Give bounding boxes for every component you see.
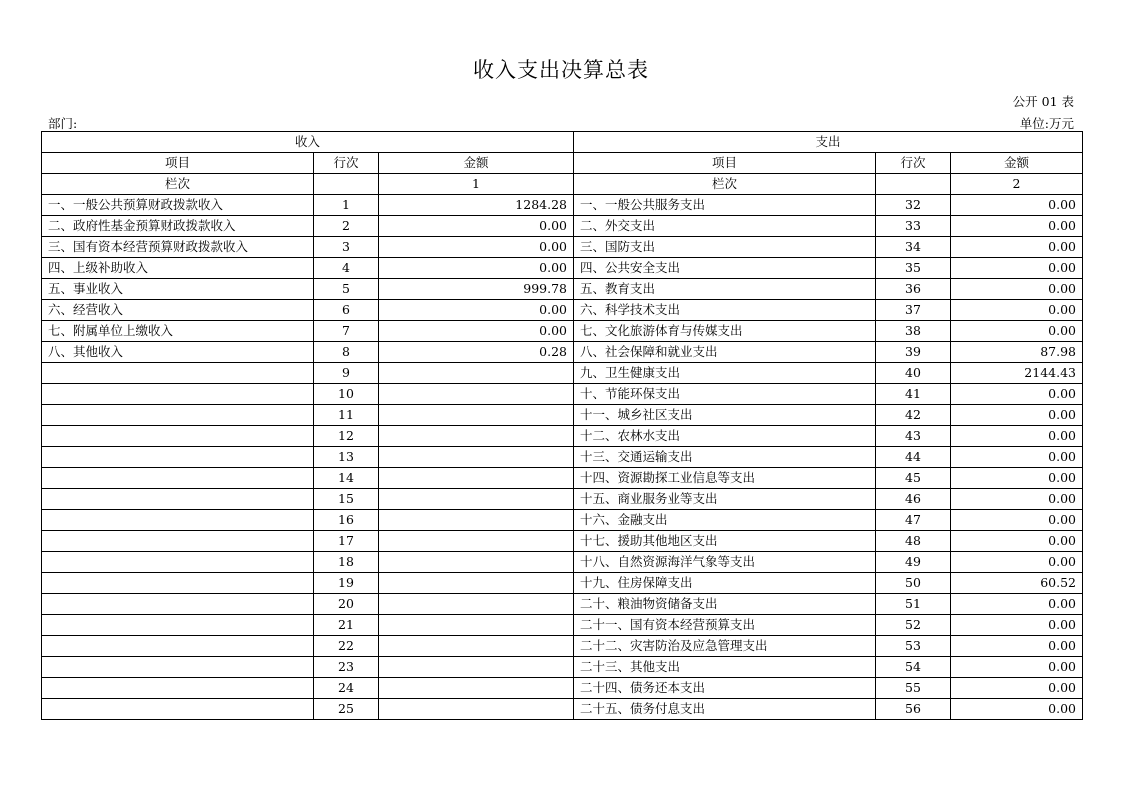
expense-item-cell: 二十二、灾害防治及应急管理支出 (574, 636, 876, 657)
expense-amount-cell: 0.00 (951, 594, 1083, 615)
expense-amount-cell: 0.00 (951, 531, 1083, 552)
department-label: 部门: (48, 116, 78, 131)
expense-item-cell: 七、文化旅游体育与传媒支出 (574, 321, 876, 342)
expense-item-cell: 二、外交支出 (574, 216, 876, 237)
income-expense-table (41, 131, 1083, 720)
income-item-cell: 六、经营收入 (42, 300, 314, 321)
expense-item-header: 项目 (574, 153, 876, 174)
table-row (42, 405, 1083, 426)
expense-item-cell: 十四、资源勘探工业信息等支出 (574, 468, 876, 489)
expense-amount-cell: 0.00 (951, 426, 1083, 447)
income-item-cell: 五、事业收入 (42, 279, 314, 300)
income-column-label: 栏次 (42, 174, 314, 195)
income-item-cell (42, 636, 314, 657)
table-row (42, 678, 1083, 699)
table-row (42, 300, 1083, 321)
income-item-cell (42, 615, 314, 636)
income-rowno-cell: 21 (314, 615, 379, 636)
expense-item-cell: 三、国防支出 (574, 237, 876, 258)
income-rowno-cell: 19 (314, 573, 379, 594)
expense-item-cell: 四、公共安全支出 (574, 258, 876, 279)
income-item-cell (42, 384, 314, 405)
header-columns-row (42, 153, 1083, 174)
expense-item-cell: 九、卫生健康支出 (574, 363, 876, 384)
income-rowno-cell: 12 (314, 426, 379, 447)
expense-item-cell: 十五、商业服务业等支出 (574, 489, 876, 510)
expense-rowno-cell: 43 (876, 426, 951, 447)
income-amount-cell (379, 384, 574, 405)
income-header: 收入 (42, 132, 574, 153)
table-row (42, 552, 1083, 573)
income-amount-cell: 999.78 (379, 279, 574, 300)
table-row (42, 363, 1083, 384)
expense-amount-cell: 60.52 (951, 573, 1083, 594)
expense-rowno-cell: 49 (876, 552, 951, 573)
income-rowno-cell: 24 (314, 678, 379, 699)
expense-rowno-cell: 38 (876, 321, 951, 342)
expense-amount-cell: 0.00 (951, 384, 1083, 405)
expense-rowno-cell: 47 (876, 510, 951, 531)
table-row (42, 195, 1083, 216)
income-amount-cell (379, 699, 574, 720)
table-row (42, 636, 1083, 657)
expense-column-blank (876, 174, 951, 195)
income-item-cell (42, 699, 314, 720)
expense-amount-cell: 0.00 (951, 468, 1083, 489)
table-row (42, 321, 1083, 342)
income-item-cell: 四、上级补助收入 (42, 258, 314, 279)
table-row (42, 531, 1083, 552)
table-row (42, 426, 1083, 447)
income-rowno-cell: 23 (314, 657, 379, 678)
expense-rowno-cell: 37 (876, 300, 951, 321)
income-rowno-cell: 17 (314, 531, 379, 552)
income-rowno-cell: 25 (314, 699, 379, 720)
expense-rowno-cell: 56 (876, 699, 951, 720)
income-amount-cell (379, 594, 574, 615)
table-row (42, 615, 1083, 636)
expense-item-cell: 二十四、债务还本支出 (574, 678, 876, 699)
income-item-cell: 二、政府性基金预算财政拨款收入 (42, 216, 314, 237)
income-rowno-cell: 1 (314, 195, 379, 216)
table-row (42, 384, 1083, 405)
expense-amount-cell: 0.00 (951, 321, 1083, 342)
income-column-number: 1 (379, 174, 574, 195)
expense-rowno-cell: 34 (876, 237, 951, 258)
expense-item-cell: 十一、城乡社区支出 (574, 405, 876, 426)
income-rowno-header: 行次 (314, 153, 379, 174)
income-item-cell (42, 468, 314, 489)
expense-amount-cell: 0.00 (951, 216, 1083, 237)
income-rowno-cell: 10 (314, 384, 379, 405)
income-amount-cell (379, 552, 574, 573)
expense-rowno-cell: 46 (876, 489, 951, 510)
expense-amount-cell: 0.00 (951, 489, 1083, 510)
table-row (42, 216, 1083, 237)
expense-rowno-cell: 52 (876, 615, 951, 636)
expense-amount-cell: 0.00 (951, 405, 1083, 426)
income-item-cell: 三、国有资本经营预算财政拨款收入 (42, 237, 314, 258)
expense-rowno-cell: 32 (876, 195, 951, 216)
expense-rowno-cell: 36 (876, 279, 951, 300)
expense-rowno-cell: 45 (876, 468, 951, 489)
income-item-cell (42, 531, 314, 552)
expense-amount-cell: 0.00 (951, 615, 1083, 636)
expense-amount-cell: 0.00 (951, 237, 1083, 258)
income-item-cell (42, 678, 314, 699)
expense-amount-cell: 0.00 (951, 636, 1083, 657)
income-amount-cell: 0.00 (379, 258, 574, 279)
income-item-cell: 八、其他收入 (42, 342, 314, 363)
income-rowno-cell: 15 (314, 489, 379, 510)
expense-item-cell: 十六、金融支出 (574, 510, 876, 531)
income-amount-cell (379, 510, 574, 531)
income-amount-cell (379, 405, 574, 426)
expense-item-cell: 十三、交通运输支出 (574, 447, 876, 468)
expense-column-number: 2 (951, 174, 1083, 195)
table-row (42, 657, 1083, 678)
income-item-cell: 一、一般公共预算财政拨款收入 (42, 195, 314, 216)
expense-item-cell: 二十五、债务付息支出 (574, 699, 876, 720)
income-item-cell (42, 363, 314, 384)
table-row (42, 342, 1083, 363)
income-amount-cell (379, 363, 574, 384)
expense-item-cell: 五、教育支出 (574, 279, 876, 300)
expense-rowno-header: 行次 (876, 153, 951, 174)
expense-rowno-cell: 40 (876, 363, 951, 384)
income-rowno-cell: 8 (314, 342, 379, 363)
income-item-cell (42, 510, 314, 531)
income-amount-cell (379, 678, 574, 699)
income-amount-cell (379, 636, 574, 657)
income-amount-cell: 0.00 (379, 216, 574, 237)
income-item-cell (42, 489, 314, 510)
expense-item-cell: 八、社会保障和就业支出 (574, 342, 876, 363)
expense-header: 支出 (574, 132, 1083, 153)
table-row (42, 594, 1083, 615)
income-item-cell: 七、附属单位上缴收入 (42, 321, 314, 342)
table-row (42, 510, 1083, 531)
expense-rowno-cell: 33 (876, 216, 951, 237)
expense-item-cell: 十二、农林水支出 (574, 426, 876, 447)
expense-rowno-cell: 35 (876, 258, 951, 279)
expense-rowno-cell: 42 (876, 405, 951, 426)
expense-amount-cell: 0.00 (951, 300, 1083, 321)
expense-amount-cell: 2144.43 (951, 363, 1083, 384)
income-amount-cell: 0.28 (379, 342, 574, 363)
expense-amount-cell: 0.00 (951, 699, 1083, 720)
income-rowno-cell: 13 (314, 447, 379, 468)
income-amount-cell (379, 657, 574, 678)
expense-rowno-cell: 44 (876, 447, 951, 468)
income-amount-cell (379, 468, 574, 489)
expense-item-cell: 二十一、国有资本经营预算支出 (574, 615, 876, 636)
income-rowno-cell: 11 (314, 405, 379, 426)
expense-amount-cell: 0.00 (951, 657, 1083, 678)
table-row (42, 237, 1083, 258)
expense-item-cell: 六、科学技术支出 (574, 300, 876, 321)
income-item-cell (42, 573, 314, 594)
income-rowno-cell: 16 (314, 510, 379, 531)
table-row (42, 489, 1083, 510)
income-item-cell (42, 447, 314, 468)
expense-item-cell: 一、一般公共服务支出 (574, 195, 876, 216)
table-row (42, 699, 1083, 720)
expense-amount-cell: 0.00 (951, 678, 1083, 699)
income-rowno-cell: 14 (314, 468, 379, 489)
expense-rowno-cell: 48 (876, 531, 951, 552)
expense-item-cell: 十、节能环保支出 (574, 384, 876, 405)
expense-rowno-cell: 55 (876, 678, 951, 699)
expense-amount-cell: 87.98 (951, 342, 1083, 363)
header-section-row (42, 132, 1083, 153)
income-rowno-cell: 2 (314, 216, 379, 237)
report-title: 收入支出决算总表 (473, 58, 649, 82)
income-item-cell (42, 552, 314, 573)
table-row (42, 258, 1083, 279)
expense-amount-cell: 0.00 (951, 195, 1083, 216)
income-amount-cell: 0.00 (379, 321, 574, 342)
table-row (42, 447, 1083, 468)
income-rowno-cell: 7 (314, 321, 379, 342)
income-rowno-cell: 4 (314, 258, 379, 279)
income-amount-cell: 0.00 (379, 237, 574, 258)
expense-item-cell: 十九、住房保障支出 (574, 573, 876, 594)
income-amount-cell (379, 615, 574, 636)
expense-amount-cell: 0.00 (951, 510, 1083, 531)
income-amount-header: 金额 (379, 153, 574, 174)
income-rowno-cell: 20 (314, 594, 379, 615)
expense-amount-header: 金额 (951, 153, 1083, 174)
expense-rowno-cell: 53 (876, 636, 951, 657)
table-row (42, 573, 1083, 594)
income-item-header: 项目 (42, 153, 314, 174)
income-amount-cell (379, 573, 574, 594)
income-rowno-cell: 18 (314, 552, 379, 573)
income-amount-cell (379, 531, 574, 552)
form-number: 公开 01 表 (1012, 94, 1074, 109)
table-row (42, 468, 1083, 489)
expense-rowno-cell: 51 (876, 594, 951, 615)
expense-item-cell: 十七、援助其他地区支出 (574, 531, 876, 552)
expense-amount-cell: 0.00 (951, 279, 1083, 300)
income-rowno-cell: 22 (314, 636, 379, 657)
income-amount-cell (379, 489, 574, 510)
income-rowno-cell: 3 (314, 237, 379, 258)
income-rowno-cell: 5 (314, 279, 379, 300)
column-number-row (42, 174, 1083, 195)
expense-rowno-cell: 39 (876, 342, 951, 363)
expense-item-cell: 二十、粮油物资储备支出 (574, 594, 876, 615)
table-row (42, 279, 1083, 300)
expense-rowno-cell: 50 (876, 573, 951, 594)
income-amount-cell: 1284.28 (379, 195, 574, 216)
income-amount-cell (379, 447, 574, 468)
income-item-cell (42, 594, 314, 615)
expense-amount-cell: 0.00 (951, 258, 1083, 279)
expense-amount-cell: 0.00 (951, 552, 1083, 573)
income-amount-cell (379, 426, 574, 447)
expense-column-label: 栏次 (574, 174, 876, 195)
unit-label: 单位:万元 (1019, 116, 1074, 131)
income-item-cell (42, 426, 314, 447)
expense-amount-cell: 0.00 (951, 447, 1083, 468)
expense-rowno-cell: 54 (876, 657, 951, 678)
income-rowno-cell: 9 (314, 363, 379, 384)
expense-item-cell: 二十三、其他支出 (574, 657, 876, 678)
income-column-blank (314, 174, 379, 195)
expense-item-cell: 十八、自然资源海洋气象等支出 (574, 552, 876, 573)
income-item-cell (42, 405, 314, 426)
income-rowno-cell: 6 (314, 300, 379, 321)
expense-rowno-cell: 41 (876, 384, 951, 405)
income-item-cell (42, 657, 314, 678)
income-amount-cell: 0.00 (379, 300, 574, 321)
